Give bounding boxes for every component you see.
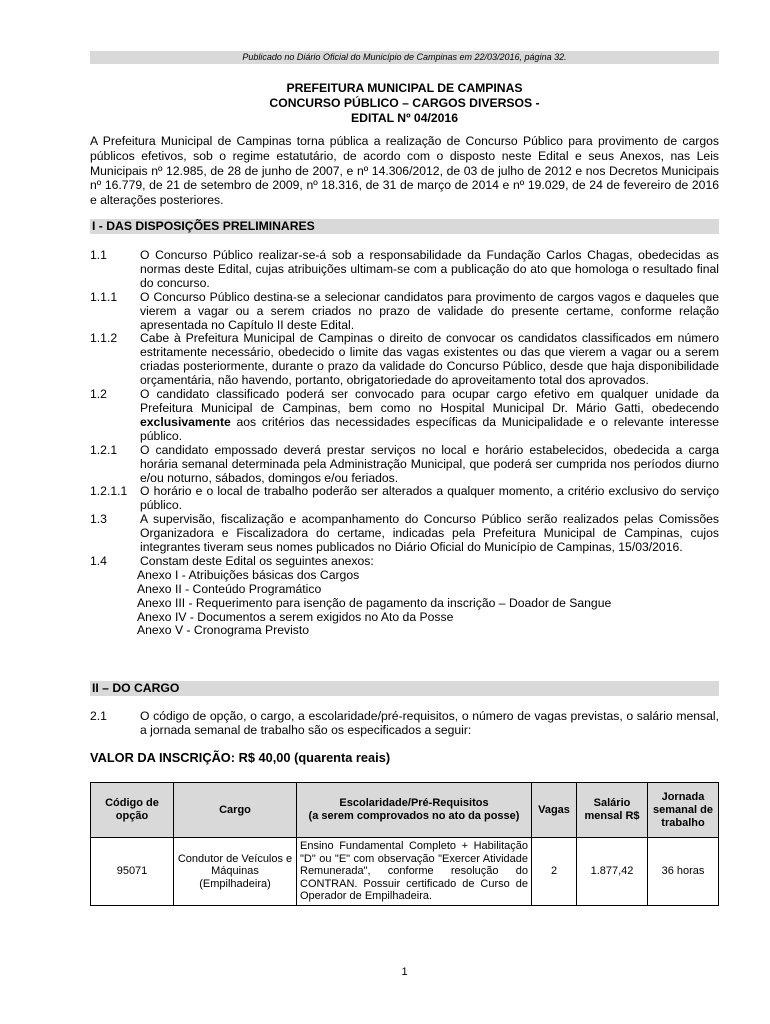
cell-escolaridade: Ensino Fundamental Completo + Habilitação "D" ou "E" com observação "Exercer Atividade Remunerada", conforme resolução do CONTRAN. Possuir certificado de Curso de Operador de Empilhadeira. [297, 838, 532, 906]
title-line-3: EDITAL Nº 04/2016 [351, 111, 458, 125]
item-text: A supervisão, fiscalização e acompanhamento do Concurso Público serão realizados pelas Comissões Organizadora e Fiscalizadora do certame, indicadas pela Prefeitura Municipal de Campinas, cujos integrantes tiveram seus nomes publicados no Diário Oficial do Município de Campinas, 15/03/2016. [140, 512, 719, 555]
intro-paragraph: A Prefeitura Municipal de Campinas torna pública a realização de Concurso Público para provimento de cargos públicos efetivos, sob o regime estatutário, de acordo com o disposto neste Edital e seus Anexos, nas Leis Municipais nº 12.985, de 28 de junho de 2007, e nº 14.306/2012, de 03 de julho de 2012 e nos Decretos Municipais nº 16.779, de 21 de setembro de 2009, nº 18.316, de 31 de março de 2014 e nº 19.029, de 24 de fevereiro de 2016 e alterações posteriores. [90, 134, 719, 208]
item-number: 1.1.2 [90, 331, 118, 346]
table-header-row [91, 783, 719, 838]
item-number: 1.3 [90, 512, 107, 527]
annex-item: Anexo III - Requerimento para isenção de pagamento da inscrição – Doador de Sangue [137, 595, 612, 610]
item-text-after: aos critérios das necessidades específicas da Municipalidade e o relevante interesse público. [140, 414, 719, 443]
positions-table [90, 782, 719, 906]
section-1-items [90, 249, 719, 638]
annex-item: Anexo V - Cronograma Previsto [137, 623, 310, 638]
item-number: 1.2.1 [90, 442, 118, 457]
title-line-1: PREFEITURA MUNICIPAL DE CAMPINAS [286, 81, 523, 95]
title-line-2: CONCURSO PÚBLICO – CARGOS DIVERSOS - [269, 96, 540, 110]
header-escolaridade-title: Escolaridade/Pré-Requisitos [339, 797, 489, 809]
header-codigo: Código de opção [91, 783, 174, 838]
item-number: 1.2.1.1 [90, 484, 128, 499]
item-text: O horário e o local de trabalho poderão ser alterados a qualquer momento, a critério exclusivo do serviço público. [140, 484, 719, 513]
item-text: O Concurso Público destina-se a selecionar candidatos para provimento de cargos vagos e daqueles que vierem a vagar ou a serem criados no prazo de validade do presente certame, conforme relação apresentada no Capítulo II deste Edital. [140, 289, 719, 332]
item-text-bold: exclusivamente [140, 414, 231, 429]
header-jornada: Jornada semanal de trabalho [648, 783, 719, 838]
item-number: 2.1 [90, 709, 107, 723]
cell-codigo: 95071 [91, 838, 174, 906]
item-1-1-1 [90, 291, 719, 333]
annex-item: Anexo IV - Documentos a serem exigidos no Ato da Posse [137, 609, 454, 624]
cell-cargo: Condutor de Veículos e Máquinas (Empilhadeira) [174, 838, 297, 906]
header-vagas: Vagas [532, 783, 577, 838]
section-1-heading: I - DAS DISPOSIÇÕES PRELIMINARES [90, 219, 719, 234]
section-2-heading: II – DO CARGO [90, 681, 719, 696]
item-text [140, 388, 719, 444]
item-number: 1.1 [90, 248, 107, 262]
item-number: 1.2 [90, 387, 107, 402]
item-number: 1.4 [90, 553, 107, 568]
section-2-items [90, 710, 719, 738]
cell-salario: 1.877,42 [577, 838, 648, 906]
item-1-1-2 [90, 332, 719, 388]
item-text: Constam deste Edital os seguintes anexos: [140, 553, 374, 568]
publication-note: Publicado no Diário Oficial do Município de Campinas em 22/03/2016, página 32. [90, 51, 719, 64]
item-2-1 [90, 710, 719, 738]
item-1-1 [90, 249, 719, 291]
header-salario: Salário mensal R$ [577, 783, 648, 838]
annex-item: Anexo II - Conteúdo Programático [137, 581, 322, 596]
item-1-2 [90, 388, 719, 444]
item-text: Cabe à Prefeitura Municipal de Campinas o direito de convocar os candidatos classificados em número estritamente necessário, obedecido o limite das vagas existentes ou das que vierem a vagar ou a serem criadas posteriormente, durante o prazo da validade do Concurso Público, desde que haja disponibilidade orçamentária, não havendo, portanto, obrigatoriedade do aproveitamento total dos aprovados. [140, 331, 719, 388]
item-text: O candidato empossado deverá prestar serviços no local e horário estabelecidos, obedecida a carga horária semanal determinada pela Administração Municipal, que poderá ser cumprida nos períodos diurno e/ou noturno, sábados, domingos e/ou feriados. [140, 442, 719, 485]
item-1-2-1-1 [90, 485, 719, 513]
item-number: 1.1.1 [90, 289, 118, 304]
item-text-before: O candidato classificado poderá ser convocado para ocupar cargo efetivo em qualquer unidade da Prefeitura Municipal de Campinas, bem como no Hospital Municipal Dr. Mário Gatti, obedecendo [140, 387, 719, 415]
item-1-2-1 [90, 444, 719, 486]
item-text: O Concurso Público realizar-se-á sob a responsabilidade da Fundação Carlos Chagas, obedecidas as normas deste Edital, cujas atribuições ultimam-se com a publicação do ato que homologa o resultado final do concurso. [140, 248, 719, 290]
page-number: 1 [401, 966, 408, 978]
table-row [91, 838, 719, 906]
document-title [90, 81, 719, 126]
registration-fee: VALOR DA INSCRIÇÃO: R$ 40,00 (quarenta reais) [90, 750, 391, 765]
item-text: O código de opção, o cargo, a escolaridade/pré-requisitos, o número de vagas previstas, o salário mensal, a jornada semanal de trabalho são os especificados a seguir: [140, 709, 719, 737]
header-escolaridade [297, 783, 532, 838]
cell-vagas: 2 [532, 838, 577, 906]
header-escolaridade-sub: (a serem comprovados no ato da posse) [308, 810, 520, 822]
header-cargo: Cargo [174, 783, 297, 838]
item-1-4 [90, 555, 719, 569]
annex-item: Anexo I - Atribuições básicas dos Cargos [137, 567, 360, 582]
cell-jornada: 36 horas [648, 838, 719, 906]
item-1-3 [90, 513, 719, 555]
